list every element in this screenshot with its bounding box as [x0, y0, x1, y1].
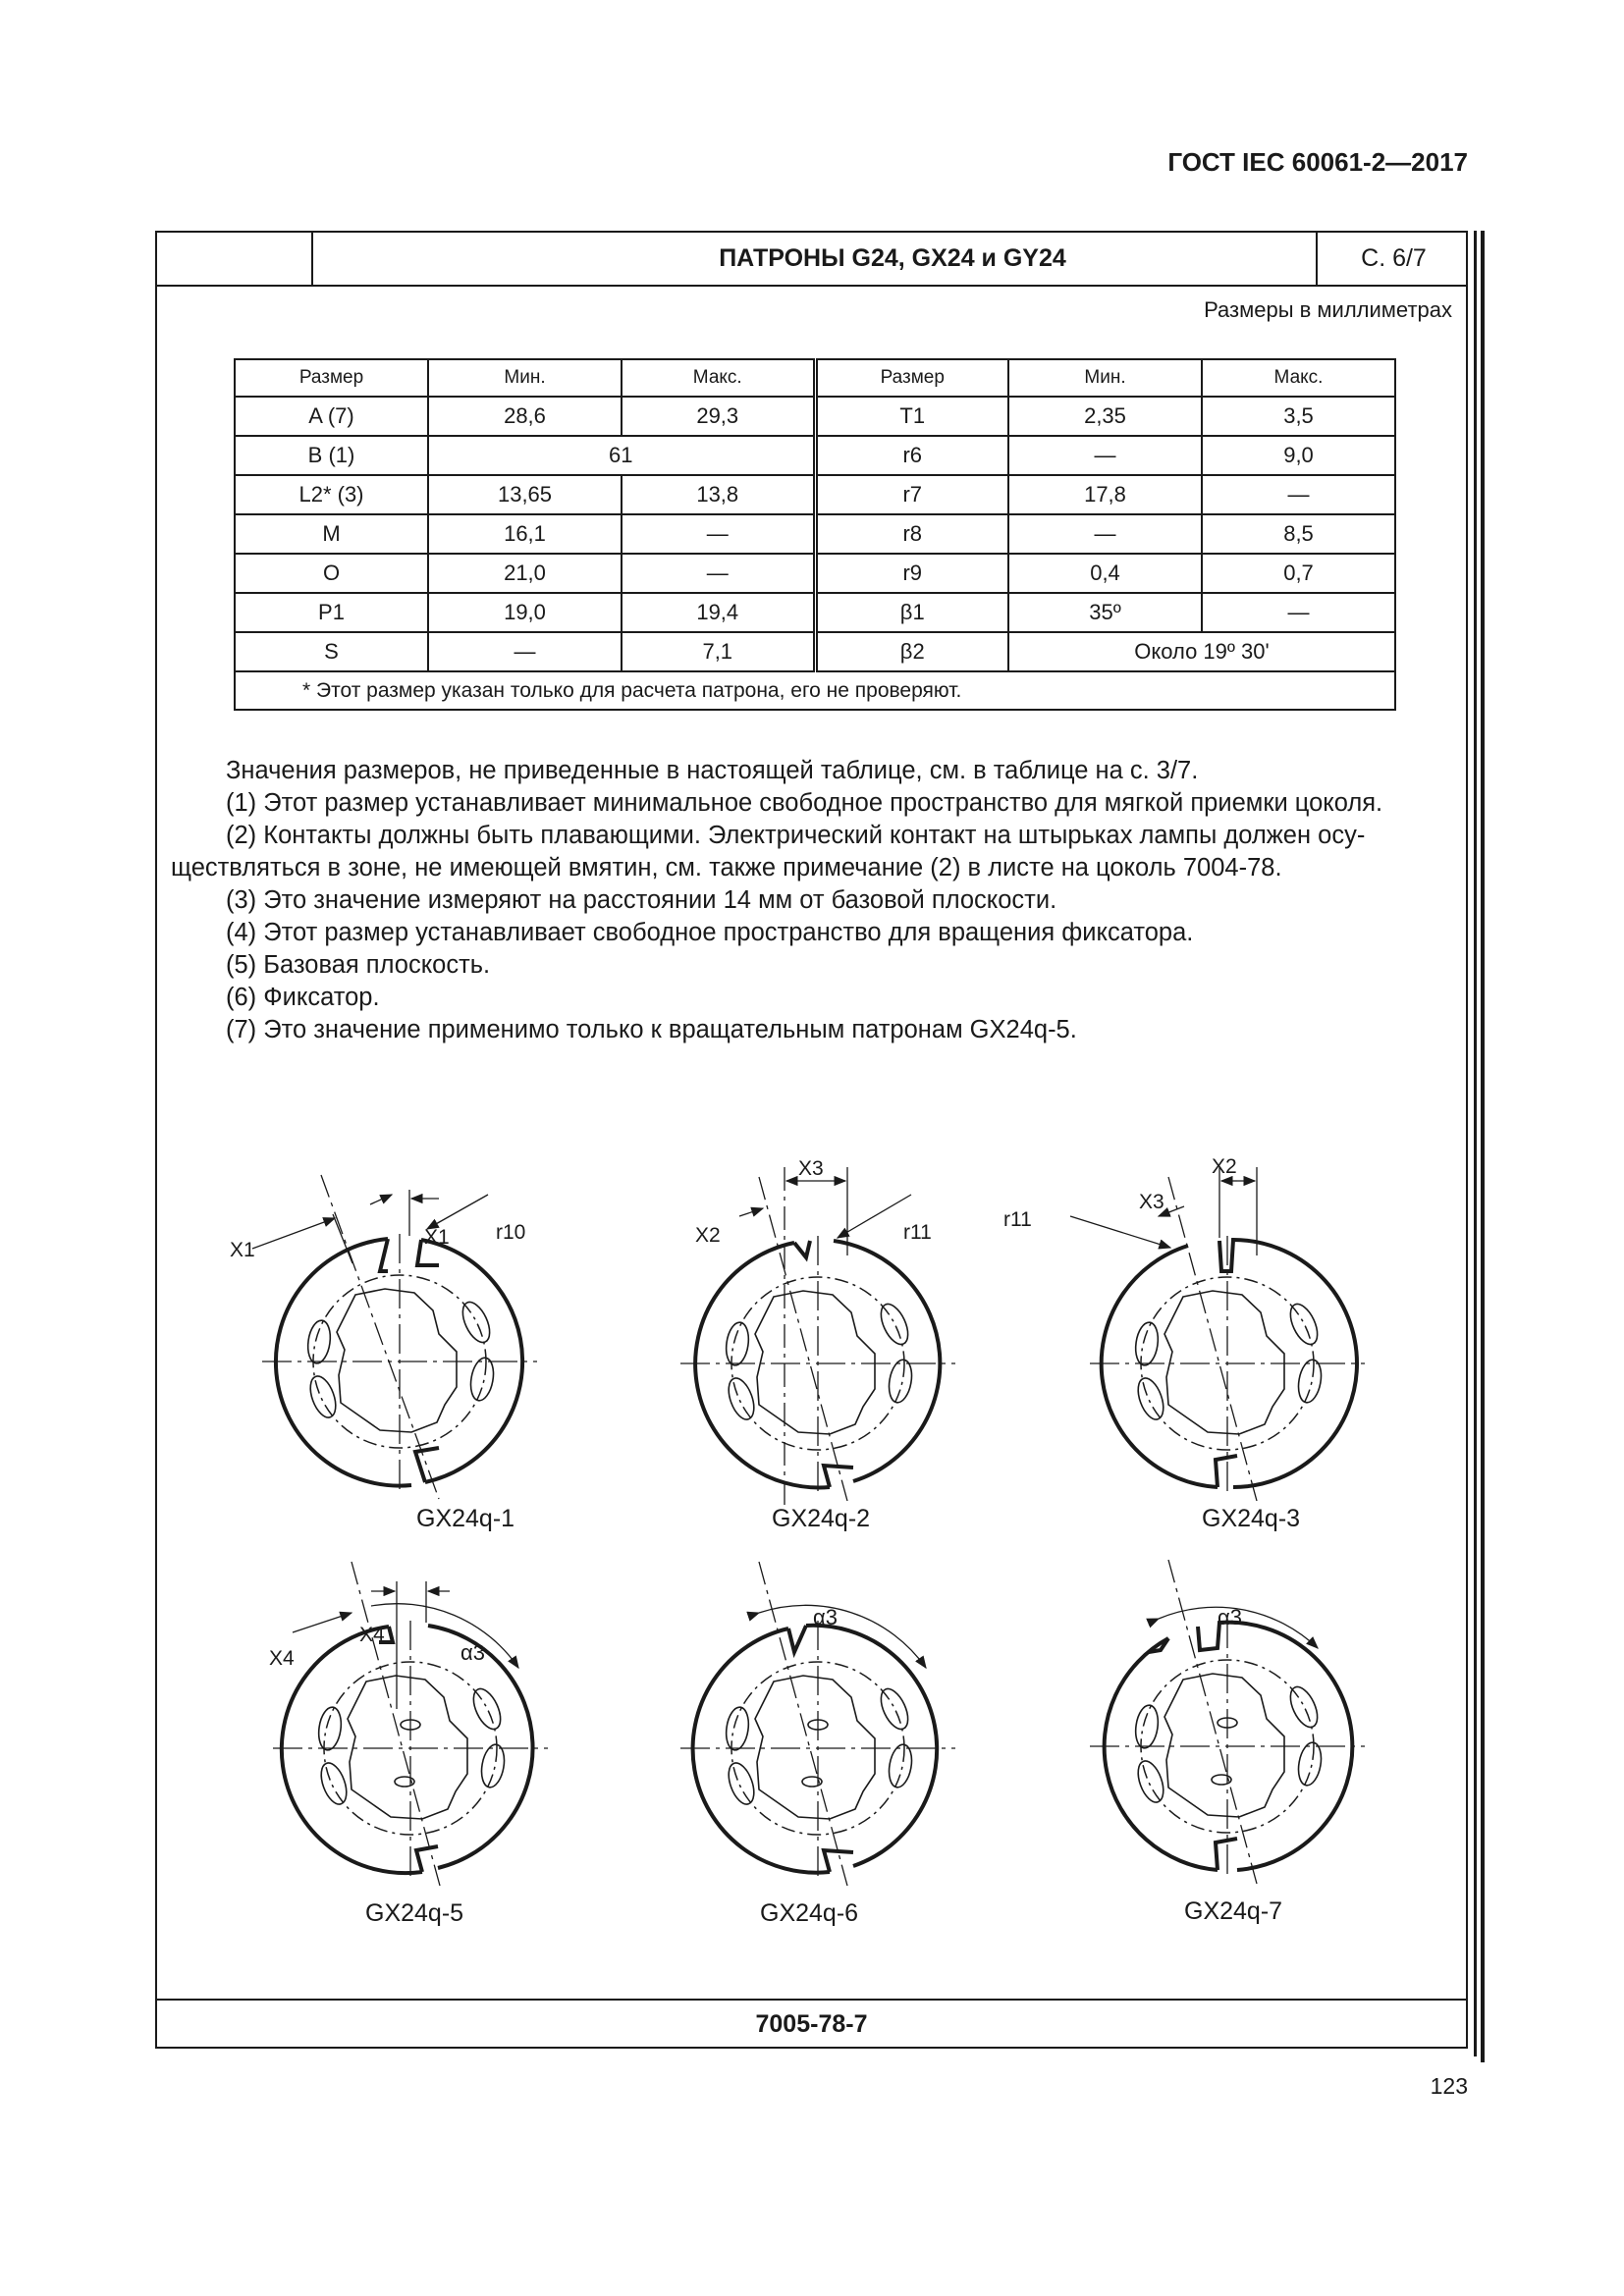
- table-row: [235, 436, 1395, 475]
- table-header-row: [235, 359, 1395, 397]
- table-footnote: * Этот размер указан только для расчета патрона, его не проверяют.: [235, 671, 1395, 710]
- table-cell: B (1): [235, 436, 428, 475]
- lampholder-drawings: [157, 969, 1466, 1995]
- table-cell: r8: [815, 514, 1008, 554]
- table-row: [235, 632, 1395, 671]
- table-cell: 28,6: [428, 397, 622, 436]
- table-cell: 9,0: [1202, 436, 1395, 475]
- note-line: (7) Это значение применимо только к вращательным патронам GX24q-5.: [226, 1016, 1077, 1043]
- table-cell: 19,4: [622, 593, 815, 632]
- column-header: Мин.: [428, 359, 622, 397]
- table-cell: —: [1202, 475, 1395, 514]
- table-cell: 13,8: [622, 475, 815, 514]
- sheet-header: [157, 233, 1466, 287]
- note-line: (1) Этот размер устанавливает минимальное свободное пространство для мягкой приемки цоколя.: [226, 789, 1383, 817]
- table-row: [235, 397, 1395, 436]
- note-line: (4) Этот размер устанавливает свободное пространство для вращения фиксатора.: [226, 919, 1194, 946]
- table-cell: —: [428, 632, 622, 671]
- table-cell: 29,3: [622, 397, 815, 436]
- dimension-label: r11: [903, 1221, 932, 1244]
- sheet-number: С. 6/7: [1316, 233, 1470, 285]
- drawing-caption: GX24q-1: [416, 1505, 515, 1532]
- table-cell: 2,35: [1008, 397, 1202, 436]
- drawing-caption: GX24q-5: [365, 1899, 464, 1927]
- header-empty-cell: [157, 233, 313, 285]
- dimension-label: X4: [359, 1624, 385, 1646]
- drawing-caption: GX24q-3: [1202, 1505, 1301, 1532]
- drawing-gx24q-3: [1070, 1167, 1365, 1501]
- table-cell: 61: [428, 436, 815, 475]
- note-line: (2) Контакты должны быть плавающими. Электрический контакт на штырьках лампы должен осу-: [226, 822, 1366, 849]
- drawing-gx24q-2: [680, 1167, 955, 1511]
- table-cell: β1: [815, 593, 1008, 632]
- table-row: [235, 475, 1395, 514]
- table-cell: β2: [815, 632, 1008, 671]
- table-cell: 17,8: [1008, 475, 1202, 514]
- dimension-label: X4: [269, 1647, 295, 1670]
- dimension-label: α3: [813, 1605, 838, 1629]
- table-cell: M: [235, 514, 428, 554]
- column-header: Макс.: [1202, 359, 1395, 397]
- note-line: (3) Это значение измеряют на расстоянии 14 мм от базовой плоскости.: [226, 886, 1057, 914]
- table-cell: 35º: [1008, 593, 1202, 632]
- table-cell: 16,1: [428, 514, 622, 554]
- dimension-label: X3: [1139, 1191, 1164, 1213]
- frame-edge-line: [1481, 231, 1485, 2062]
- table-cell: 0,4: [1008, 554, 1202, 593]
- table-cell: 3,5: [1202, 397, 1395, 436]
- column-header: Размер: [235, 359, 428, 397]
- column-header: Макс.: [622, 359, 815, 397]
- table-cell: O: [235, 554, 428, 593]
- drawing-gx24q-5: [273, 1562, 548, 1886]
- column-header: Мин.: [1008, 359, 1202, 397]
- dimensions-table: [234, 358, 1396, 711]
- table-cell: L2* (3): [235, 475, 428, 514]
- column-header: Размер: [815, 359, 1008, 397]
- units-note: Размеры в миллиметрах: [1204, 297, 1452, 322]
- frame-edge-line: [1474, 231, 1477, 2056]
- page-number: 123: [1430, 2073, 1468, 2099]
- dimension-label: α3: [460, 1640, 485, 1665]
- dimension-label: X1: [424, 1226, 450, 1249]
- table-cell: —: [1202, 593, 1395, 632]
- dimension-label: r10: [496, 1221, 526, 1244]
- table-row: [235, 593, 1395, 632]
- table-cell: —: [622, 554, 815, 593]
- dimension-label: α3: [1218, 1605, 1242, 1629]
- drawing-caption: GX24q-7: [1184, 1897, 1283, 1925]
- sheet-code: 7005-78-7: [755, 2010, 868, 2038]
- table-cell: P1: [235, 593, 428, 632]
- note-line: (5) Базовая плоскость.: [226, 951, 491, 979]
- table-cell: r9: [815, 554, 1008, 593]
- drawing-caption: GX24q-6: [760, 1899, 859, 1927]
- dimension-label: X2: [1212, 1155, 1237, 1178]
- standard-number: ГОСТ IEC 60061-2—2017: [1167, 147, 1468, 177]
- table-cell: r7: [815, 475, 1008, 514]
- table-cell: —: [1008, 436, 1202, 475]
- table-cell: T1: [815, 397, 1008, 436]
- table-cell: A (7): [235, 397, 428, 436]
- table-cell: 21,0: [428, 554, 622, 593]
- sheet-frame: [155, 231, 1468, 2049]
- note-line: (6) Фиксатор.: [226, 984, 380, 1011]
- dimension-label: X1: [230, 1239, 255, 1261]
- drawing-caption: GX24q-2: [772, 1505, 871, 1532]
- table-row: [235, 514, 1395, 554]
- note-line: ществляться в зоне, не имеющей вмятин, см. также примечание (2) в листе на цоколь 7004-78.: [171, 854, 1282, 881]
- dimension-label: X2: [695, 1224, 721, 1247]
- table-cell: —: [622, 514, 815, 554]
- table-cell: Около 19º 30': [1008, 632, 1395, 671]
- table-cell: 19,0: [428, 593, 622, 632]
- table-cell: S: [235, 632, 428, 671]
- note-line: Значения размеров, не приведенные в настоящей таблице, см. в таблице на с. 3/7.: [226, 757, 1199, 784]
- table-cell: 0,7: [1202, 554, 1395, 593]
- sheet-title: ПАТРОНЫ G24, GX24 и GY24: [719, 244, 1066, 272]
- table-cell: 8,5: [1202, 514, 1395, 554]
- table-row: [235, 554, 1395, 593]
- table-cell: 13,65: [428, 475, 622, 514]
- table-cell: r6: [815, 436, 1008, 475]
- table-cell: —: [1008, 514, 1202, 554]
- table-cell: 7,1: [622, 632, 815, 671]
- drawing-gx24q-1: [252, 1175, 537, 1499]
- dimension-label: r11: [1003, 1208, 1032, 1231]
- table-footnote-row: [235, 671, 1395, 710]
- dimension-label: X3: [798, 1157, 824, 1180]
